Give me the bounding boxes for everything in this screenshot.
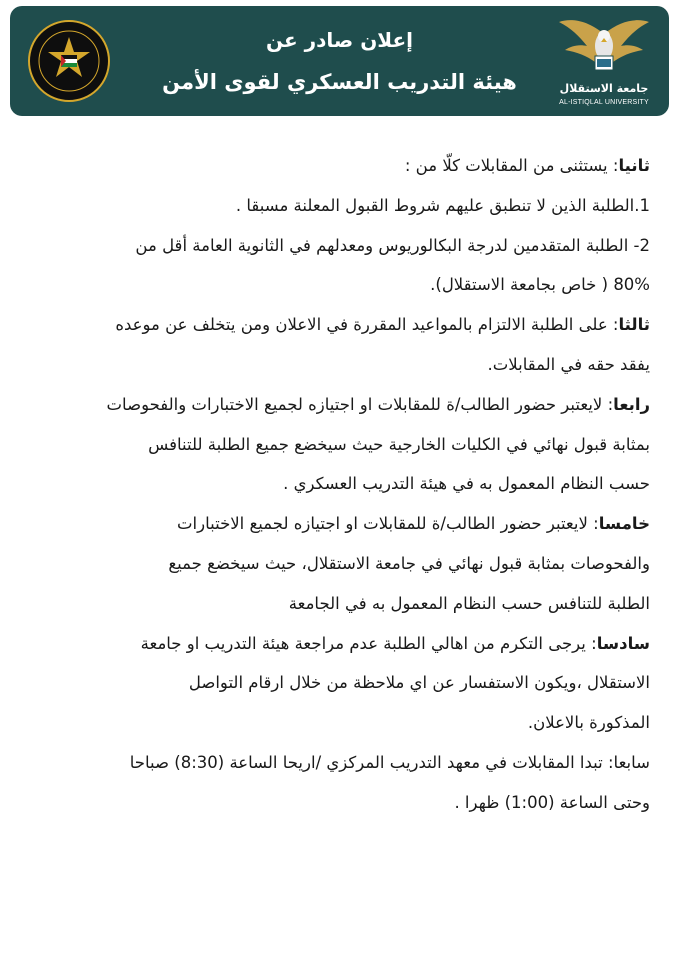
body-line	[30, 146, 650, 186]
body-line	[30, 504, 650, 544]
line-text: : لايعتبر حضور الطالب/ة للمقابلات او اجتيازه لجميع الاختبارات والفحوصات	[106, 394, 614, 414]
al-istiqlal-university-logo	[557, 16, 651, 108]
body-line	[30, 703, 650, 743]
security-forces-emblem-icon	[28, 20, 110, 102]
body-line	[30, 385, 650, 425]
body-line	[30, 584, 650, 624]
line-text: حسب النظام المعمول به في هيئة التدريب العسكري .	[283, 474, 650, 494]
line-text: : يستثنى من المقابلات كلّا من :	[404, 156, 619, 175]
body-line	[30, 743, 650, 783]
body-line	[30, 425, 650, 465]
header-title-line2: هيئة التدريب العسكري لقوى الأمن	[162, 70, 517, 94]
section-lead: رابعا	[613, 394, 650, 414]
line-text: بمثابة قبول نهائي في الكليات الخارجية حيث سيخضع جميع الطلبة للتنافس	[148, 434, 650, 454]
header-title-line1: إعلان صادر عن	[266, 28, 413, 52]
body-line	[30, 265, 650, 305]
body-line	[30, 345, 650, 385]
line-text: سابعا: تبدا المقابلات في معهد التدريب المركزي /اريحا الساعة (8:30) صباحا	[129, 752, 650, 772]
line-text: والفحوصات بمثابة قبول نهائي في جامعة الاستقلال، حيث سيخضع جميع	[168, 553, 650, 573]
line-text: الطلبة للتنافس حسب النظام المعمول به في الجامعة	[288, 593, 650, 613]
announcement-header	[10, 6, 669, 116]
body-line	[30, 186, 650, 226]
line-text: 1.الطلبة الذين لا تنطبق عليهم شروط القبول المعلنة مسبقا .	[235, 195, 650, 215]
body-line	[30, 226, 650, 266]
announcement-body	[30, 146, 650, 823]
body-line	[30, 544, 650, 584]
body-line	[30, 663, 650, 703]
line-text: 2- الطلبة المتقدمين لدرجة البكالوريوس ومعدلهم في الثانوية العامة أقل من	[135, 235, 650, 255]
line-text: : على الطلبة الالتزام بالمواعيد المقررة في الاعلان ومن يتخلف عن موعده	[115, 315, 619, 335]
line-text: المذكورة بالاعلان.	[527, 713, 650, 733]
section-lead: ثانيا	[618, 156, 650, 175]
section-lead: ثالثا	[618, 315, 650, 335]
line-text: وحتى الساعة (1:00) ظهرا .	[454, 792, 650, 812]
body-line	[30, 464, 650, 504]
line-text: الاستقلال ،ويكون الاستفسار عن اي ملاحظة من خلال ارقام التواصل	[188, 673, 650, 693]
line-text: يفقد حقه في المقابلات.	[487, 354, 650, 374]
section-lead: سادسا	[596, 633, 650, 653]
body-line	[30, 783, 650, 823]
line-text: : يرجى التكرم من اهالي الطلبة عدم مراجعة هيئة التدريب او جامعة	[140, 633, 597, 653]
section-lead: خامسا	[598, 514, 650, 534]
line-text: : لايعتبر حضور الطالب/ة للمقابلات او اجتيازه لجميع الاختبارات	[177, 514, 599, 534]
body-line	[30, 624, 650, 664]
university-name-arabic: جامعة الاستقلال	[559, 82, 649, 95]
body-line	[30, 305, 650, 345]
university-name-english: AL-ISTIQLAL UNIVERSITY	[559, 99, 649, 106]
line-text: 80% ( خاص بجامعة الاستقلال).	[430, 275, 650, 295]
